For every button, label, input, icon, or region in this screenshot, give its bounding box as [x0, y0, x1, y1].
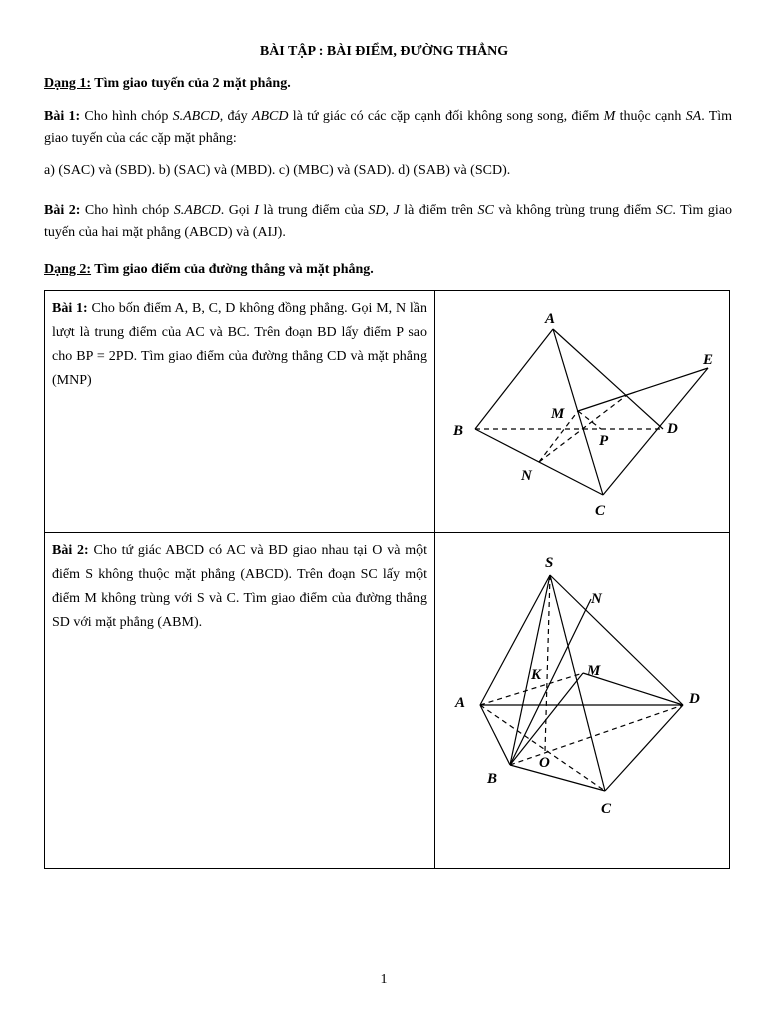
exercise-2-figure-cell: [435, 533, 730, 869]
label-P: P: [599, 433, 609, 449]
exercise-label: Bài 2:: [44, 203, 81, 218]
label-N: N: [521, 468, 532, 484]
section-dang1: [44, 76, 291, 92]
label-N: N: [591, 591, 602, 607]
exercise-label: Bài 1:: [44, 109, 81, 124]
section-dang2-label: Dạng 2:: [44, 262, 92, 277]
exercise-2-statement: Cho tứ giác ABCD có AC và BD giao nhau tại O và một điểm S không thuộc mặt phẳng (ABCD). Trên đoạn SC lấy một điểm M không trùng với S và C. Tìm giao điểm của đường thẳng SD với mặt phẳng (ABM).: [52, 543, 427, 630]
section-dang1-label: Dạng 1:: [44, 76, 92, 91]
section-dang2: [44, 262, 374, 278]
exercise-row-2: [45, 533, 730, 869]
section-dang2-text: Tìm giao điểm của đường thẳng và mặt phẳng.: [91, 262, 374, 277]
label-B: B: [487, 771, 498, 787]
label-O: O: [539, 755, 550, 771]
exercise-1-dang1: Bài 1: Cho hình chóp S.ABCD, đáy ABCD là tứ giác có các cặp cạnh đối không song song, điểm M thuộc cạnh SA. Tìm giao tuyến của các cặp mặt phẳng:: [44, 109, 733, 146]
exercise-1-figure-cell: [435, 291, 730, 533]
exercise-table: [44, 290, 730, 869]
section-dang1-text: Tìm giao tuyến của 2 mặt phẳng.: [91, 76, 291, 91]
exercise-1-statement: Cho bốn điểm A, B, C, D không đồng phẳng. Gọi M, N lần lượt là trung điểm của AC và BC. Trên đoạn BD lấy điểm P sao cho BP = 2PD. Tìm giao điểm của đường thẳng CD và mặt phẳng (MNP): [52, 301, 427, 388]
exercise-row-1: [45, 291, 730, 533]
exercise-1-parts: a) (SAC) và (SBD). b) (SAC) và (MBD). c) (MBC) và (SAD). d) (SAB) và (SCD).: [44, 163, 511, 178]
exercise-2-text-cell: [45, 533, 435, 869]
exercise-label: Bài 1:: [52, 301, 88, 316]
pyramid-figure: [435, 533, 729, 863]
label-A: A: [455, 695, 466, 711]
label-M: M: [551, 406, 565, 422]
label-C: C: [595, 503, 606, 519]
label-D: D: [689, 691, 700, 707]
page-number: 1: [380, 972, 388, 987]
exercise-2-dang1: Bài 2: Cho hình chóp S.ABCD. Gọi I là trung điểm của SD, J là điểm trên SC và không trùng trung điểm SC. Tìm giao tuyến của hai mặt phẳng (ABCD) và (AIJ).: [44, 203, 733, 240]
label-M: M: [587, 663, 601, 679]
label-E: E: [703, 352, 714, 368]
label-K: K: [531, 667, 542, 683]
tetrahedron-figure: [435, 291, 729, 527]
label-S: S: [545, 555, 554, 571]
exercise-label: Bài 2:: [52, 543, 89, 558]
label-B: B: [453, 423, 464, 439]
exercise-1-text-cell: [45, 291, 435, 533]
label-C: C: [601, 801, 612, 817]
label-D: D: [667, 421, 678, 437]
page-title: BÀI TẬP : BÀI ĐIỂM, ĐƯỜNG THẲNG: [259, 44, 509, 59]
label-A: A: [545, 311, 556, 327]
